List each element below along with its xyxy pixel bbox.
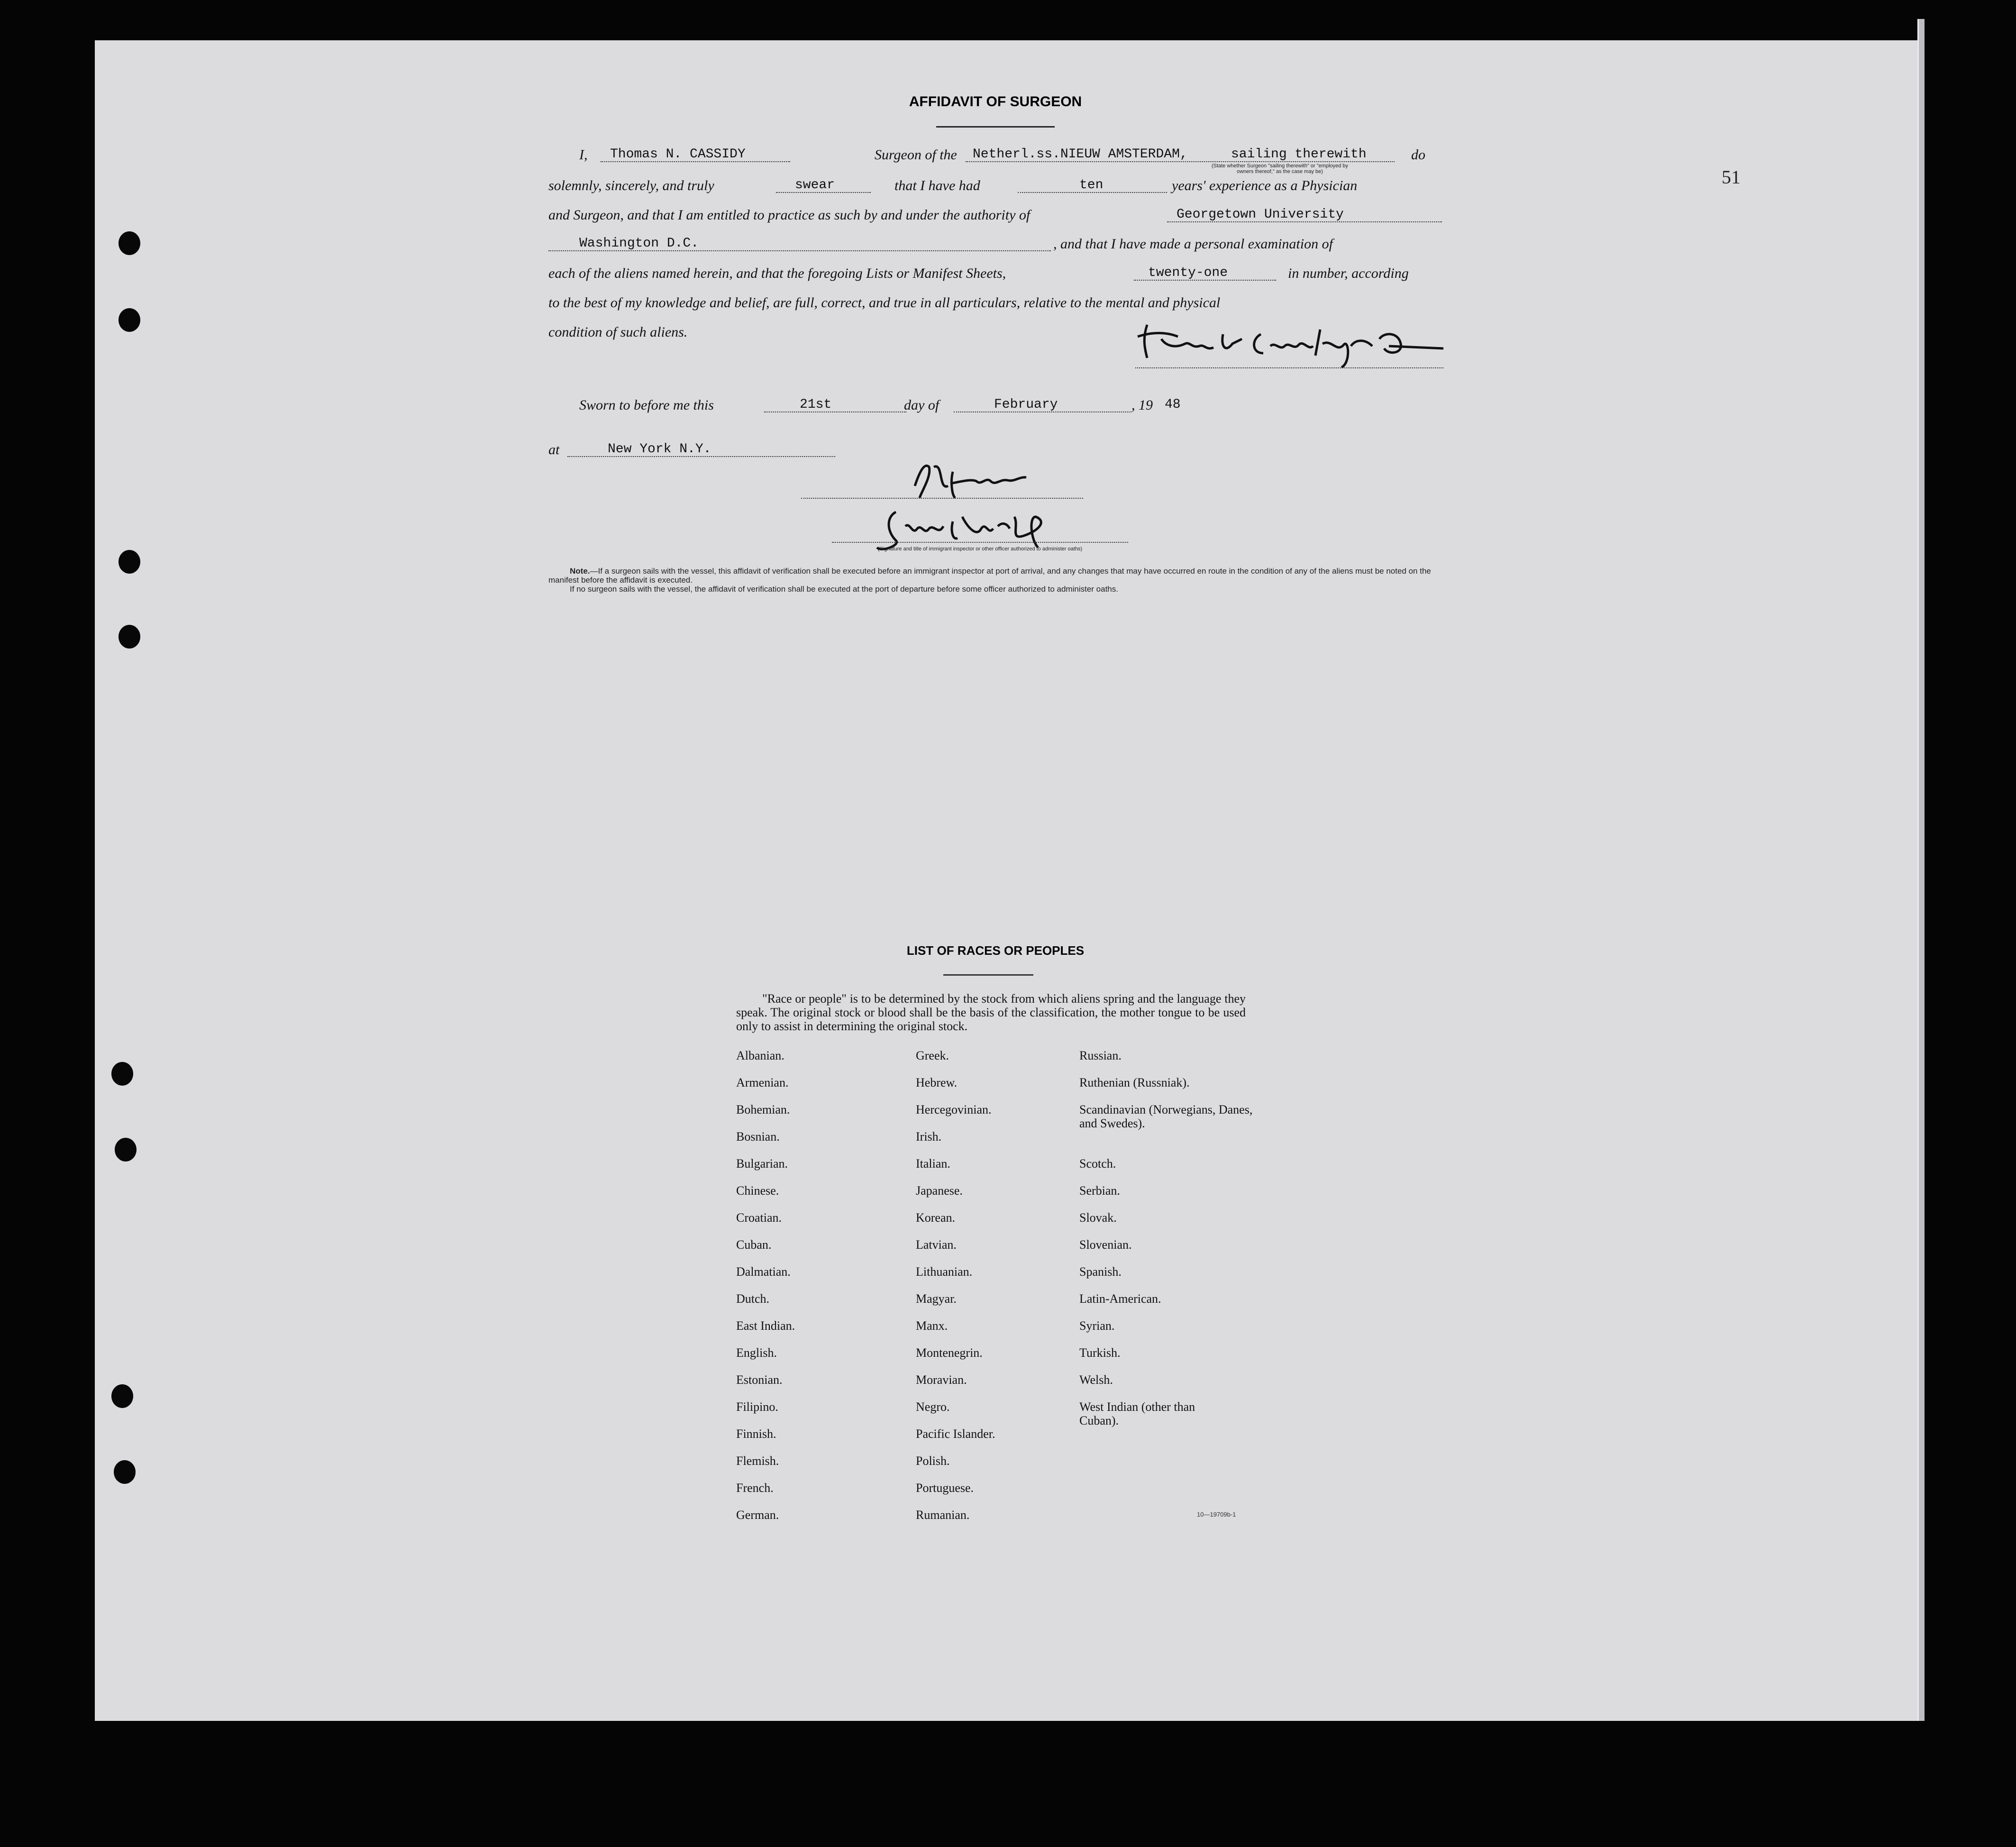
race-item: Hercegovinian. (916, 1103, 992, 1116)
text-aliens-named: each of the aliens named herein, and that the foregoing Lists or Manifest Sheets, (548, 265, 1006, 281)
race-item: Portuguese. (916, 1481, 974, 1495)
sworn-line (548, 397, 1444, 418)
officer-rule-2 (832, 542, 1128, 543)
text-at: at (548, 442, 560, 457)
race-item: Syrian. (1079, 1319, 1115, 1333)
signature-line (1135, 367, 1443, 368)
note-label: Note. (570, 567, 590, 576)
affidavit-line-5 (548, 265, 1444, 286)
races-column-2 (916, 1049, 995, 1535)
race-item: Polish. (916, 1454, 950, 1468)
race-item: West Indian (other than Cuban). (1079, 1400, 1195, 1427)
authority-name: Georgetown University (1177, 207, 1344, 222)
binder-hole (114, 1460, 136, 1484)
race-item: Armenian. (736, 1076, 789, 1089)
race-item: Hebrew. (916, 1076, 958, 1089)
note-line-2: If no surgeon sails with the vessel, the affidavit of verification shall be executed at the port of departure before some officer authorized to administer oaths. (570, 585, 1118, 594)
affidavit-line-3 (548, 207, 1444, 228)
race-item: German. (736, 1508, 779, 1522)
race-item: Serbian. (1079, 1184, 1120, 1198)
race-item: Scandinavian (Norwegians, Danes, and Swedes). (1079, 1103, 1253, 1130)
race-item: Greek. (916, 1049, 949, 1062)
race-item: Negro. (916, 1400, 950, 1414)
race-item: Lithuanian. (916, 1265, 973, 1279)
race-item: Dutch. (736, 1292, 770, 1306)
race-item: Pacific Islander. (916, 1427, 995, 1441)
affidavit-title: AFFIDAVIT OF SURGEON (909, 94, 1082, 110)
page-number: 51 (1722, 166, 1741, 188)
race-item: Russian. (1079, 1049, 1122, 1062)
race-item: Slovenian. (1079, 1238, 1132, 1252)
race-item: Magyar. (916, 1292, 957, 1306)
text-year-prefix: , 19 (1131, 397, 1153, 413)
race-item: Filipino. (736, 1400, 778, 1414)
race-item: Manx. (916, 1319, 948, 1333)
race-item: Dalmatian. (736, 1265, 791, 1279)
fill-line (776, 192, 871, 193)
race-item: French. (736, 1481, 774, 1495)
race-item: Scotch. (1079, 1157, 1116, 1170)
race-item: Latvian. (916, 1238, 957, 1252)
races-column-1 (736, 1049, 795, 1535)
race-item: Japanese. (916, 1184, 963, 1198)
text-examination: , and that I have made a personal examination of (1053, 236, 1333, 252)
text-solemnly: solemnly, sincerely, and truly (548, 178, 714, 193)
fill-line (567, 456, 835, 457)
race-item: Latin-American. (1079, 1292, 1161, 1306)
race-item: Cuban. (736, 1238, 772, 1252)
race-item: Welsh. (1079, 1373, 1113, 1387)
vessel-name: Netherl.ss.NIEUW AMSTERDAM, (973, 147, 1188, 162)
binder-hole (119, 231, 140, 255)
sheet-edge (1917, 19, 1925, 1721)
text-knowledge: to the best of my knowledge and belief, are full, correct, and true in all particulars, relative to the mental and physical (548, 295, 1221, 311)
sworn-place: New York N.Y. (608, 442, 712, 457)
affidavit-note (548, 567, 1444, 594)
race-item: Albanian. (736, 1049, 785, 1062)
race-item: Bosnian. (736, 1130, 780, 1143)
surgeon-signature (1133, 311, 1446, 372)
race-item: Ruthenian (Russniak). (1079, 1076, 1190, 1089)
race-item: East Indian. (736, 1319, 795, 1333)
race-item: Finnish. (736, 1427, 776, 1441)
binder-hole (115, 1138, 137, 1161)
sworn-year: 48 (1165, 397, 1181, 412)
race-item: Bohemian. (736, 1103, 790, 1116)
races-intro (736, 992, 1246, 1033)
text-in-number: in number, according (1288, 265, 1409, 281)
text-surgeon-of: Surgeon of the (875, 147, 957, 163)
text-have-had: that I have had (894, 178, 980, 193)
oath-type: swear (795, 178, 835, 192)
authority-location: Washington D.C. (579, 236, 699, 251)
sailing-note: (State whether Surgeon "sailing therewith" or "employed by owners thereof," as the case may be) (1211, 163, 1349, 174)
fill-line (966, 161, 1395, 162)
binder-hole (119, 308, 140, 332)
text-do: do (1411, 147, 1425, 163)
binder-hole (111, 1384, 133, 1408)
races-column-3 (1079, 1049, 1269, 1454)
title-rule (936, 126, 1055, 128)
text-experience: years' experience as a Physician (1172, 178, 1358, 193)
race-item: Turkish. (1079, 1346, 1121, 1360)
race-item: Korean. (916, 1211, 956, 1225)
affidavit-line-4 (548, 236, 1444, 257)
manifest-sheet (95, 40, 1917, 1721)
binder-hole (119, 550, 140, 574)
races-title-rule (943, 974, 1033, 976)
fill-line (1134, 280, 1276, 281)
officer-caption: (Signature and title of immigrant inspector or other officer authorized to administer oaths) (877, 546, 1083, 552)
text-condition: condition of such aliens. (548, 324, 688, 340)
fill-line (548, 250, 1051, 251)
fill-line (954, 411, 1131, 412)
race-item: Montenegrin. (916, 1346, 983, 1360)
race-item: Rumanian. (916, 1508, 970, 1522)
race-item: Spanish. (1079, 1265, 1122, 1279)
race-item: Flemish. (736, 1454, 779, 1468)
text-sworn: Sworn to before me this (579, 397, 714, 413)
races-intro-text: "Race or people" is to be determined by the stock from which aliens spring and the language they speak. The original stock or blood shall be the basis of the classification, the mother tongue to be used only to assist in determining the original stock. (736, 992, 1246, 1033)
sworn-month: February (994, 397, 1058, 412)
sheet-count: twenty-one (1148, 265, 1228, 280)
race-item: Moravian. (916, 1373, 967, 1387)
fill-line (1167, 221, 1442, 222)
race-item: Slovak. (1079, 1211, 1117, 1225)
races-title: LIST OF RACES OR PEOPLES (906, 943, 1085, 958)
race-item: Croatian. (736, 1211, 782, 1225)
text-i: I, (579, 147, 588, 163)
fill-line (1018, 192, 1167, 193)
years-experience: ten (1079, 178, 1104, 192)
officer-rule-1 (801, 498, 1083, 499)
affidavit-line-2 (548, 178, 1444, 199)
race-item: Irish. (916, 1130, 942, 1143)
surgeon-name: Thomas N. CASSIDY (610, 147, 746, 162)
fill-line (601, 161, 790, 162)
fill-line (764, 411, 906, 412)
race-item: Estonian. (736, 1373, 783, 1387)
sailing-status: sailing therewith (1231, 147, 1367, 162)
race-item: Chinese. (736, 1184, 779, 1198)
binder-hole (111, 1062, 133, 1086)
form-number: 10—19709b-1 (1197, 1511, 1236, 1518)
race-item: Bulgarian. (736, 1157, 788, 1170)
text-authority: and Surgeon, and that I am entitled to practice as such by and under the authority of (548, 207, 1031, 223)
race-item: Italian. (916, 1157, 950, 1170)
officer-signature-1 (896, 453, 1076, 505)
race-item: English. (736, 1346, 777, 1360)
sworn-day: 21st (800, 397, 832, 412)
note-line-1: —If a surgeon sails with the vessel, this affidavit of verification shall be executed before an immigrant inspector at port of arrival, and any changes that may have occurred en route in the condition of any of the aliens must be noted on the manifest before the affidavit is executed. (548, 567, 1431, 585)
text-day-of: day of (904, 397, 940, 413)
binder-hole (119, 625, 140, 649)
